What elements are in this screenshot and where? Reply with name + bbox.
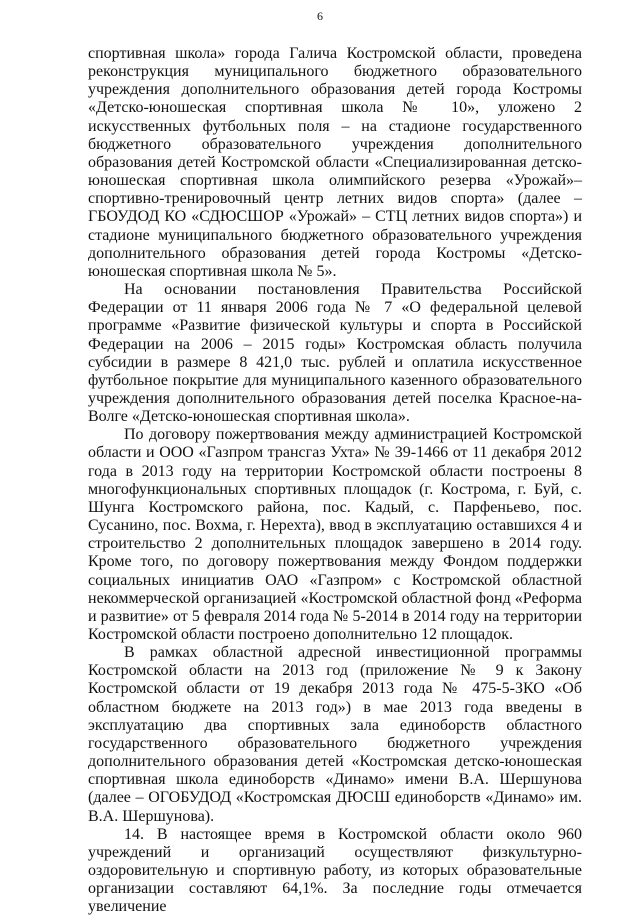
paragraph-continuation: спортивная школа» города Галича Костромской области, проведена реконструкция муниципального бюджетного образовательного учреждения дополнительного образования детей города Костромы «Детско-юношеская спортивная школа № 10», уложено 2 искусственных футбольных поля – на стадионе государственного бюджетного образовательного учреждения дополнительного образования детей Костромской области «Специализированная детско-юношеская спортивная школа олимпийского резерва «Урожай»– спортивно-тренировочный центр летних видов спорта» (далее – ГБОУДОД КО «СДЮСШОР «Урожай» – СТЦ летних видов спорта») и стадионе муниципального бюджетного образовательного учреждения дополнительного образования детей города Костромы «Детско-юношеская спортивная школа № 5». [88, 45, 582, 280]
paragraph-gazprom-donation: По договору пожертвования между администрацией Костромской области и ООО «Газпром трансгаз Ухта» № 39-1466 от 11 декабря 2012 года в 2013 году на территории Костромской области построены 8 многофункциональных спортивных площадок (г. Кострома, г. Буй, с. Шунга Костромского района, пос. Кадый, с. Парфеньево, пос. Сусанино, пос. Вохма, г. Нерехта), ввод в эксплуатацию оставшихся 4 и строительство 2 дополнительных площадок завершено в 2014 году. Кроме того, по договору пожертвования между Фондом поддержки социальных инициатив ОАО «Газпром» с Костромской областной некоммерческой организацией «Костромской областной фонд «Реформа и развитие» от 5 февраля 2014 года № 5-2014 в 2014 году на территории Костромской области построено дополнительно 12 площадок. [88, 426, 582, 643]
paragraph-item-14: 14. В настоящее время в Костромской области около 960 учреждений и организаций осуществляют физкультурно-оздоровительную и спортивную работу, из которых образовательные организации составляют 64,1%. За последние годы отмечается увеличение [88, 825, 582, 916]
page-number: 6 [317, 9, 323, 23]
document-body [88, 45, 582, 917]
paragraph-investment-program: В рамках областной адресной инвестиционной программы Костромской области на 2013 год (приложение № 9 к Закону Костромской области от 19 декабря 2013 года № 475-5-ЗКО «Об областном бюджете на 2013 год») в мае 2013 года введены в эксплуатацию два спортивных зала единоборств областного государственного образовательного бюджетного учреждения дополнительного образования детей «Костромская детско-юношеская спортивная школа единоборств «Динамо» имени В.А. Шершунова (далее – ОГОБУДОД «Костромская ДЮСШ единоборств «Динамо» им. В.А. Шершунова). [88, 644, 582, 825]
paragraph-federal-program: На основании постановления Правительства Российской Федерации от 11 января 2006 года № 7 «О федеральной целевой программе «Развитие физической культуры и спорта в Российской Федерации на 2006 – 2015 годы» Костромская область получила субсидии в размере 8 421,0 тыс. рублей и оплатила искусственное футбольное покрытие для муниципального казенного образовательного учреждения дополнительного образования детей поселка Красное-на-Волге «Детско-юношеская спортивная школа». [88, 281, 582, 426]
